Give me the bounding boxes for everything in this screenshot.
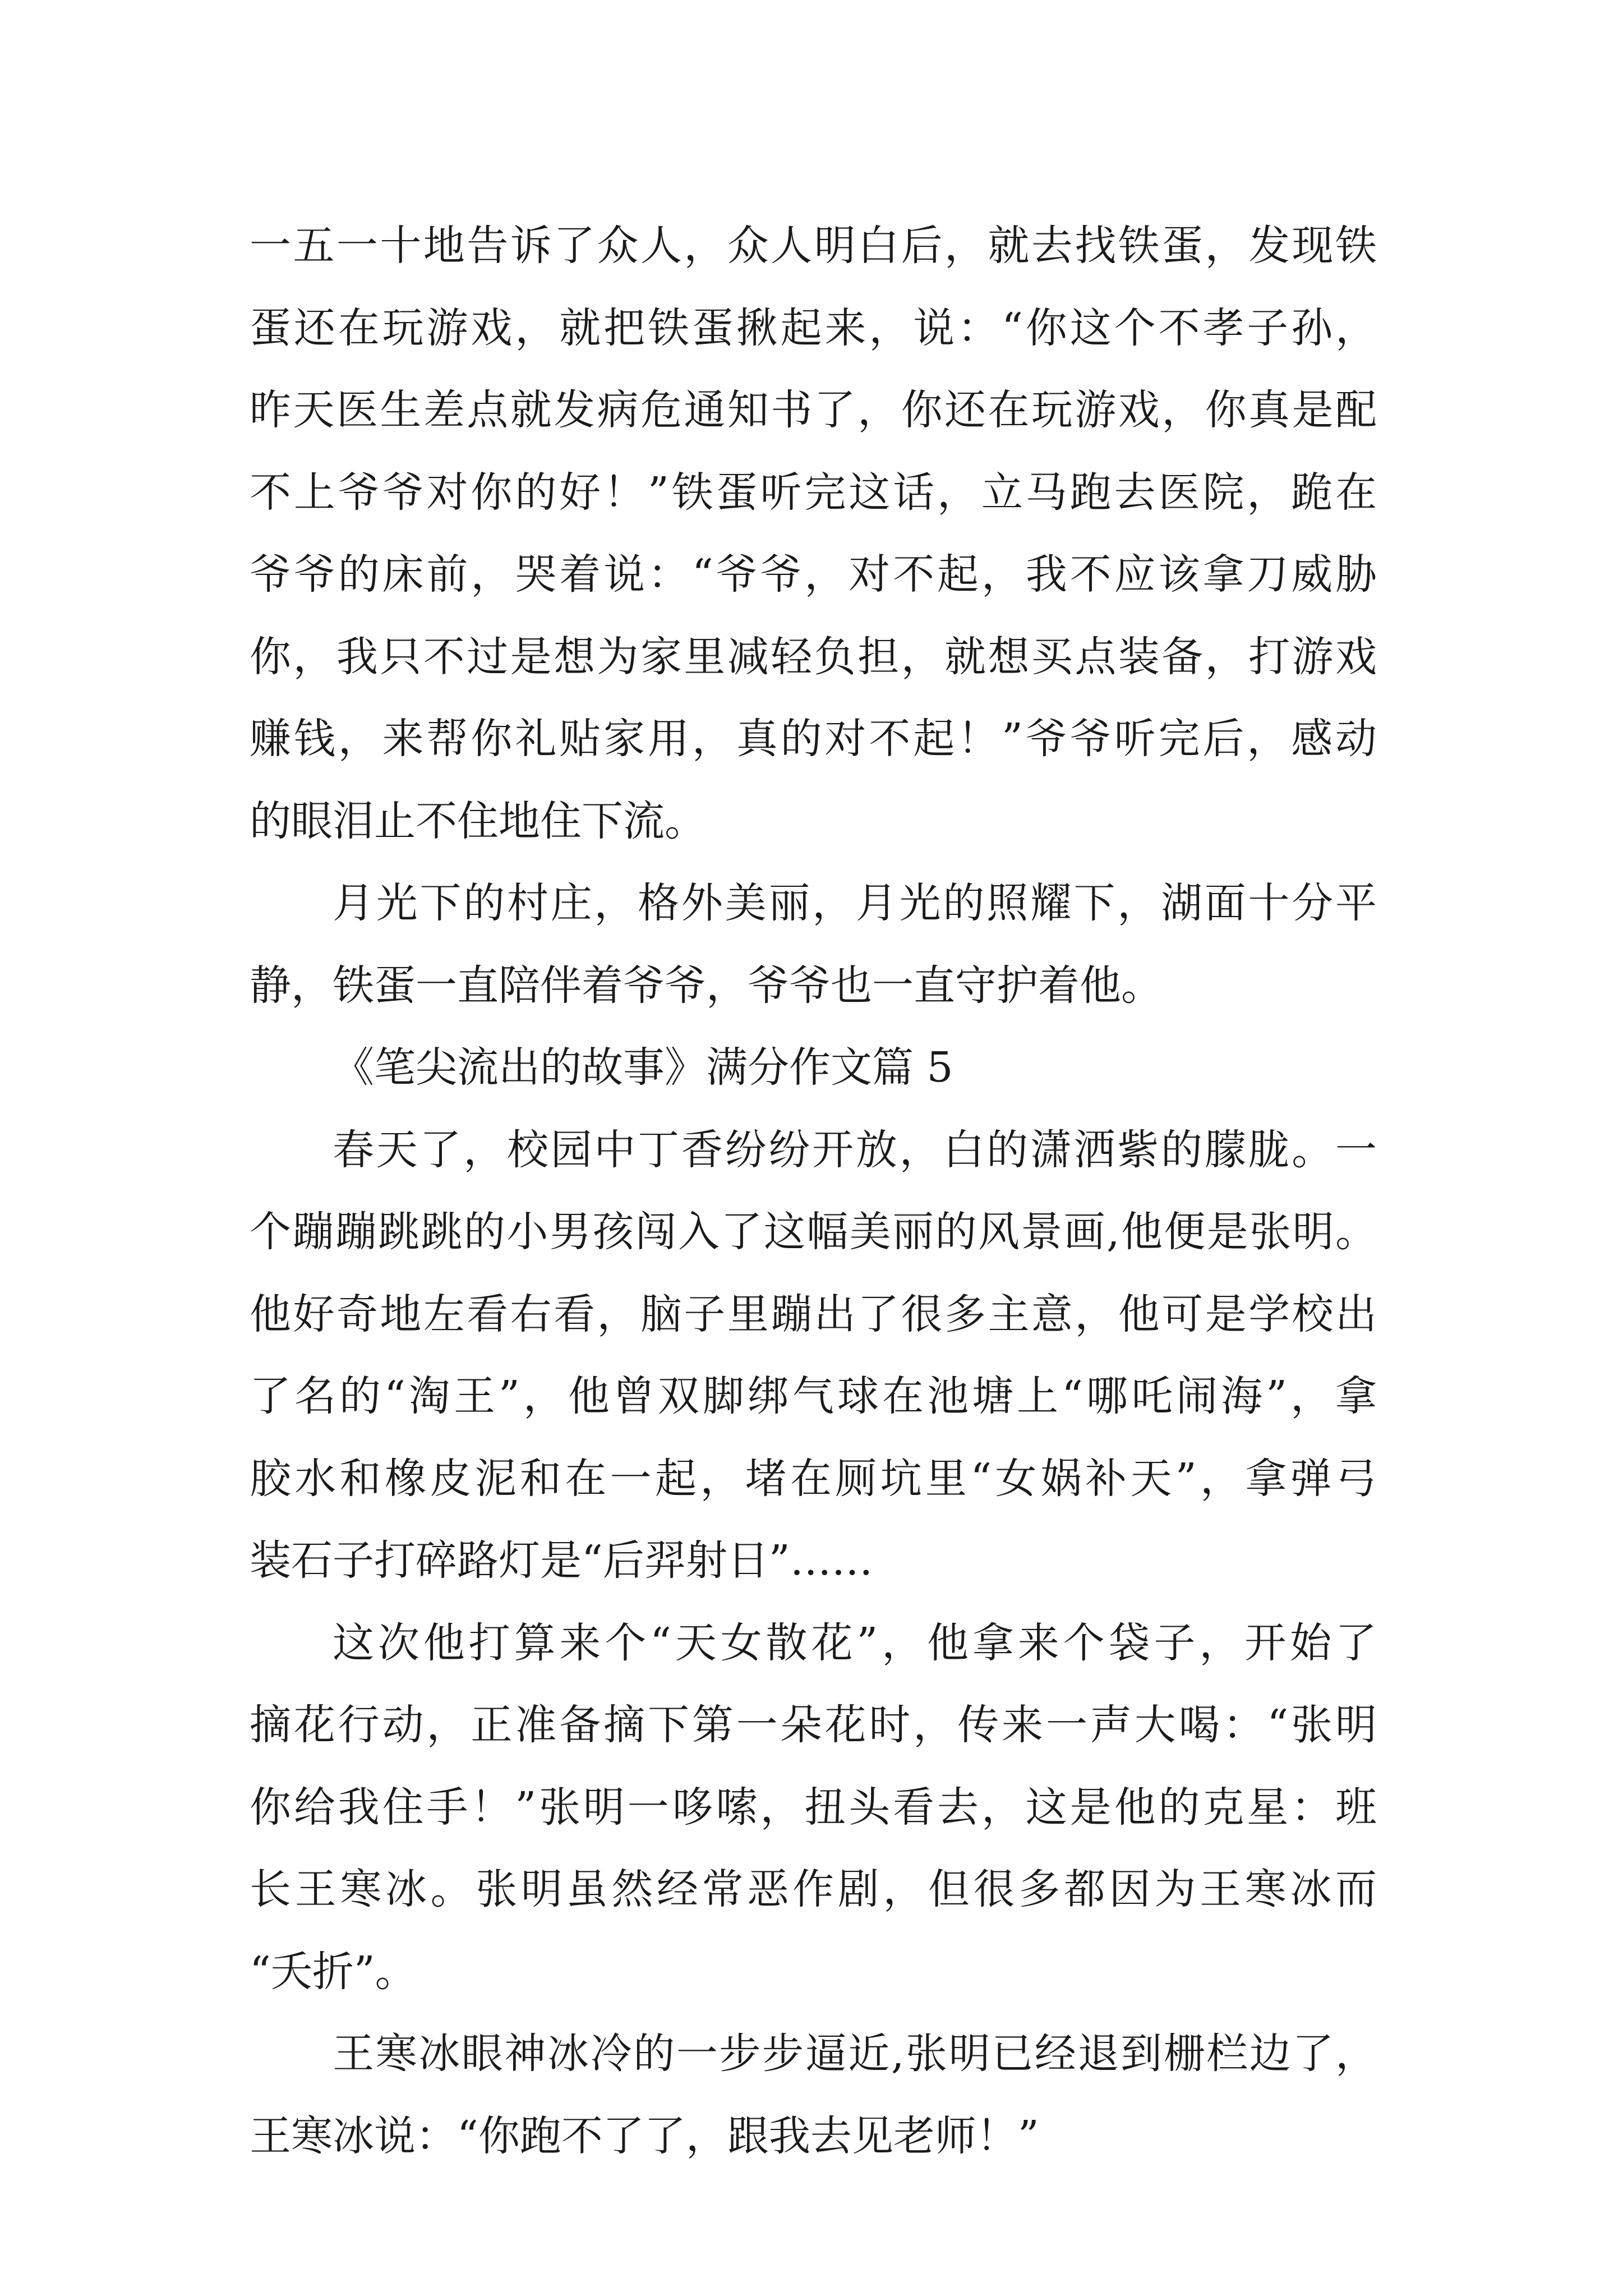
- paragraph-line: 的眼泪止不住地住下流。: [250, 797, 706, 845]
- paragraph-line: 春天了，校园中丁香纷纷开放，白的潇洒紫的朦胧。一: [333, 1125, 1377, 1174]
- paragraph-line: 摘花行动，正准备摘下第一朵花时，传来一声大喝：“张明: [250, 1701, 1377, 1749]
- paragraph-line: 不上爷爷对你的好！”铁蛋听完这话，立马跑去医院，跪在: [250, 468, 1377, 517]
- paragraph-line: 这次他打算来个“天女散花”，他拿来个袋子，开始了: [333, 1618, 1377, 1667]
- paragraph-line: 个蹦蹦跳跳的小男孩闯入了这幅美丽的风景画,他便是张明。: [250, 1208, 1377, 1256]
- paragraph-line: 长王寒冰。张明虽然经常恶作剧，但很多都因为王寒冰而: [250, 1865, 1377, 1913]
- paragraph-line: “夭折”。: [250, 1947, 417, 1996]
- paragraph-line: 一五一十地告诉了众人，众人明白后，就去找铁蛋，发现铁: [250, 222, 1377, 270]
- paragraph-line: 昨天医生差点就发病危通知书了，你还在玩游戏，你真是配: [250, 386, 1377, 434]
- paragraph-line: 胶水和橡皮泥和在一起，堵在厕坑里“女娲补天”，拿弹弓: [250, 1454, 1377, 1503]
- paragraph-line: 了名的“淘王”，他曾双脚绑气球在池塘上“哪吒闹海”，拿: [250, 1372, 1377, 1420]
- paragraph-line: 静，铁蛋一直陪伴着爷爷，爷爷也一直守护着他。: [250, 961, 1163, 1010]
- paragraph-line: 王寒冰说：“你跑不了了，跟我去见老师！”: [250, 2111, 1039, 2160]
- section-heading: 《笔尖流出的故事》满分作文篇 5: [333, 1043, 953, 1092]
- paragraph-line: 你，我只不过是想为家里减轻负担，就想买点装备，打游戏: [250, 632, 1377, 681]
- paragraph-line: 他好奇地左看右看，脑子里蹦出了很多主意，他可是学校出: [250, 1290, 1377, 1338]
- document-body: [250, 205, 1377, 2177]
- paragraph-line: 赚钱，来帮你礼贴家用，真的对不起！”爷爷听完后，感动: [250, 715, 1377, 763]
- paragraph-line: 王寒冰眼神冰冷的一步步逼近,张明已经退到栅栏边了，: [333, 2030, 1377, 2078]
- paragraph-line: 月光下的村庄，格外美丽，月光的照耀下，湖面十分平: [333, 879, 1377, 927]
- paragraph-line: 蛋还在玩游戏，就把铁蛋揪起来，说：“你这个不孝子孙，: [250, 303, 1377, 352]
- paragraph-line: 你给我住手！”张明一哆嗦，扭头看去，这是他的克星：班: [250, 1783, 1377, 1832]
- paragraph-line: 装石子打碎路灯是“后羿射日”……: [250, 1536, 873, 1585]
- paragraph-line: 爷爷的床前，哭着说：“爷爷，对不起，我不应该拿刀威胁: [250, 550, 1377, 599]
